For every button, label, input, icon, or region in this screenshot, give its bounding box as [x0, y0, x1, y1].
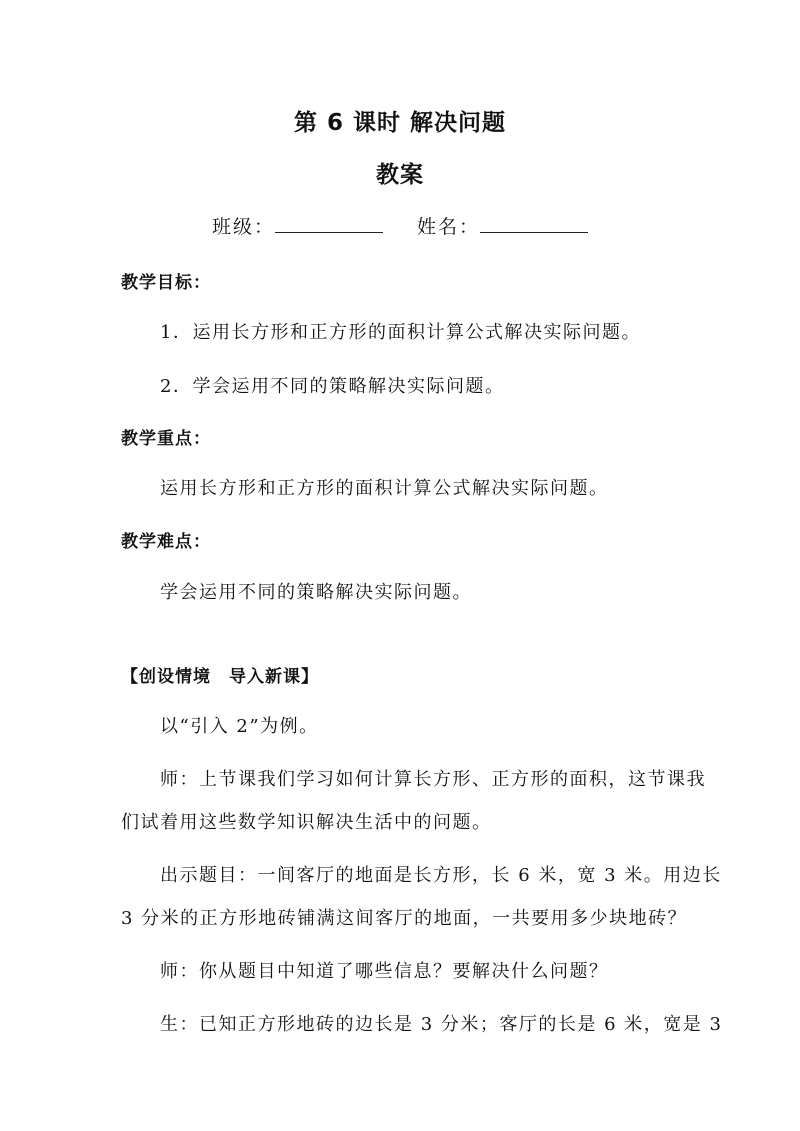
- lesson-title: 第 6 课时 解决问题: [293, 110, 507, 136]
- section-heading: 【创设情境 导入新课】: [121, 667, 319, 687]
- name-blank[interactable]: [480, 212, 588, 233]
- objective-item-2: 2．学会运用不同的策略解决实际问题。: [160, 376, 505, 397]
- section-line-5: 3 分米的正方形地砖铺满这间客厅的地面，一共要用多少块地砖？: [121, 908, 688, 929]
- objectives-heading: 教学目标：: [121, 273, 211, 293]
- section-line-4: 出示题目：一间客厅的地面是长方形，长 6 米，宽 3 米。用边长: [160, 865, 722, 886]
- lesson-subtitle: 教案: [376, 162, 424, 188]
- objective-item-1: 1．运用长方形和正方形的面积计算公式解决实际问题。: [160, 322, 641, 343]
- section-line-7: 生：已知正方形地砖的边长是 3 分米；客厅的长是 6 米，宽是 3: [160, 1014, 723, 1035]
- section-line-2: 师：上节课我们学习如何计算长方形、正方形的面积，这节课我: [160, 769, 706, 790]
- difficulties-heading: 教学难点：: [121, 532, 211, 552]
- section-line-1: 以“引入 2”为例。: [160, 716, 319, 737]
- section-line-3: 们试着用这些数学知识解决生活中的问题。: [121, 812, 492, 833]
- class-blank[interactable]: [275, 212, 383, 233]
- difficulties-text: 学会运用不同的策略解决实际问题。: [160, 582, 472, 603]
- key-points-text: 运用长方形和正方形的面积计算公式解决实际问题。: [160, 478, 609, 499]
- section-line-6: 师：你从题目中知道了哪些信息？要解决什么问题？: [160, 961, 609, 982]
- class-label: 班级：: [211, 216, 275, 238]
- key-points-heading: 教学重点：: [121, 429, 211, 449]
- student-info-fields: [0, 212, 800, 239]
- name-label: 姓名：: [417, 216, 481, 238]
